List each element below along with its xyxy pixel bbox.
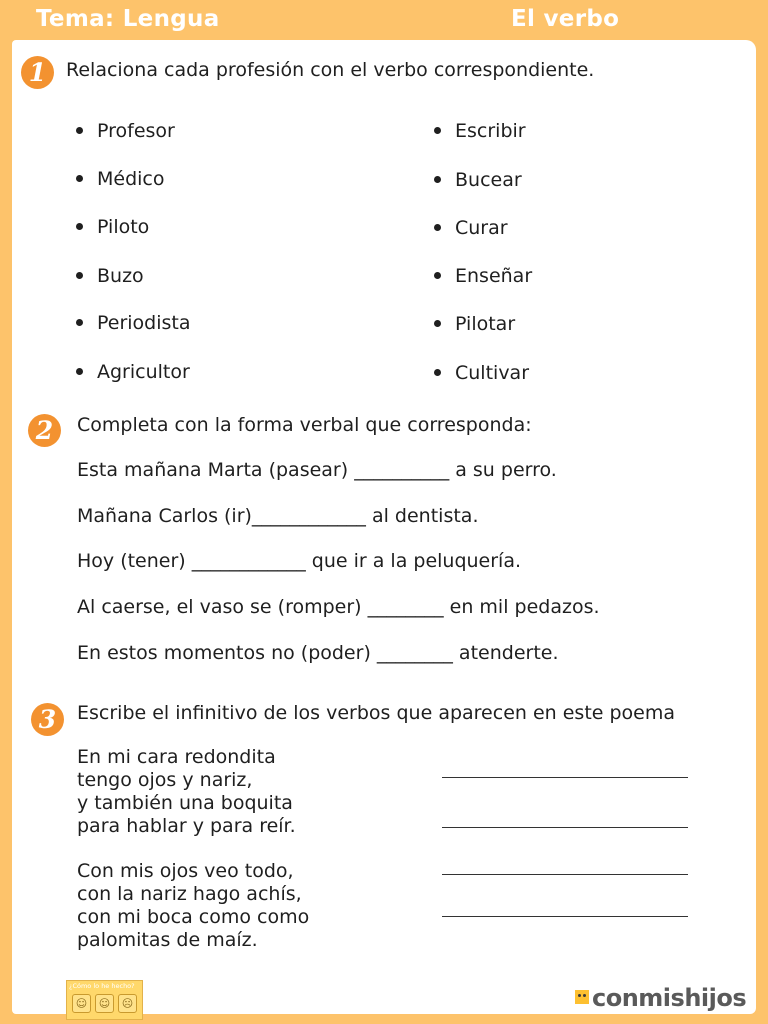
exercise-2-instruction: Completa con la forma verbal que corresponda:: [77, 414, 532, 436]
happy-face-icon[interactable]: ☺: [72, 994, 91, 1013]
fill-in-sentence: Hoy (tener) ____________ que ir a la peluquería.: [77, 550, 522, 572]
answer-line[interactable]: [442, 916, 688, 917]
fill-in-sentence: En estos momentos no (poder) ________ atenderte.: [77, 642, 559, 664]
fill-in-sentence: Mañana Carlos (ir)____________ al dentista.: [77, 505, 479, 527]
self-evaluation-badge: [66, 980, 143, 1020]
profession-item: Agricultor: [76, 361, 190, 383]
poem-line: con mi boca como como: [77, 906, 310, 928]
exercise-1-instruction: Relaciona cada profesión con el verbo correspondiente.: [66, 59, 595, 81]
exercise-2-number: 2: [28, 414, 61, 447]
profession-item: Periodista: [76, 312, 191, 334]
verb-item: Bucear: [434, 169, 522, 191]
exercise-3-number: 3: [31, 703, 64, 736]
verb-item: Escribir: [434, 120, 526, 142]
happy-face-icon[interactable]: ☺: [95, 994, 114, 1013]
exercise-1-number: 1: [21, 56, 54, 89]
poem-line: Con mis ojos veo todo,: [77, 860, 294, 882]
logo-face-icon: [575, 990, 589, 1004]
profession-item: Piloto: [76, 216, 149, 238]
verb-item: Cultivar: [434, 362, 529, 384]
self-evaluation-label: ¿Cómo lo he hecho?: [69, 982, 135, 990]
brand-logo: [575, 984, 746, 1012]
answer-line[interactable]: [442, 827, 688, 828]
exercise-3-instruction: Escribe el infinitivo de los verbos que aparecen en este poema: [77, 702, 676, 724]
poem-line: palomitas de maíz.: [77, 929, 258, 951]
sad-face-icon[interactable]: ☹: [118, 994, 137, 1013]
poem-line: tengo ojos y nariz,: [77, 769, 253, 791]
poem-line: y también una boquita: [77, 792, 293, 814]
profession-item: Profesor: [76, 120, 175, 142]
verb-item: Curar: [434, 217, 508, 239]
verb-item: Pilotar: [434, 313, 515, 335]
verb-item: Enseñar: [434, 265, 532, 287]
profession-item: Buzo: [76, 265, 144, 287]
header-subject: El verbo: [511, 6, 620, 32]
poem-line: con la nariz hago achís,: [77, 883, 302, 905]
answer-line[interactable]: [442, 874, 688, 875]
profession-item: Médico: [76, 168, 165, 190]
fill-in-sentence: Esta mañana Marta (pasear) __________ a su perro.: [77, 459, 557, 481]
poem-line: para hablar y para reír.: [77, 815, 296, 837]
answer-line[interactable]: [442, 777, 688, 778]
header-topic: Tema: Lengua: [36, 6, 220, 32]
brand-name: conmishijos: [592, 984, 747, 1012]
poem-line: En mi cara redondita: [77, 746, 276, 768]
fill-in-sentence: Al caerse, el vaso se (romper) ________ en mil pedazos.: [77, 596, 600, 618]
